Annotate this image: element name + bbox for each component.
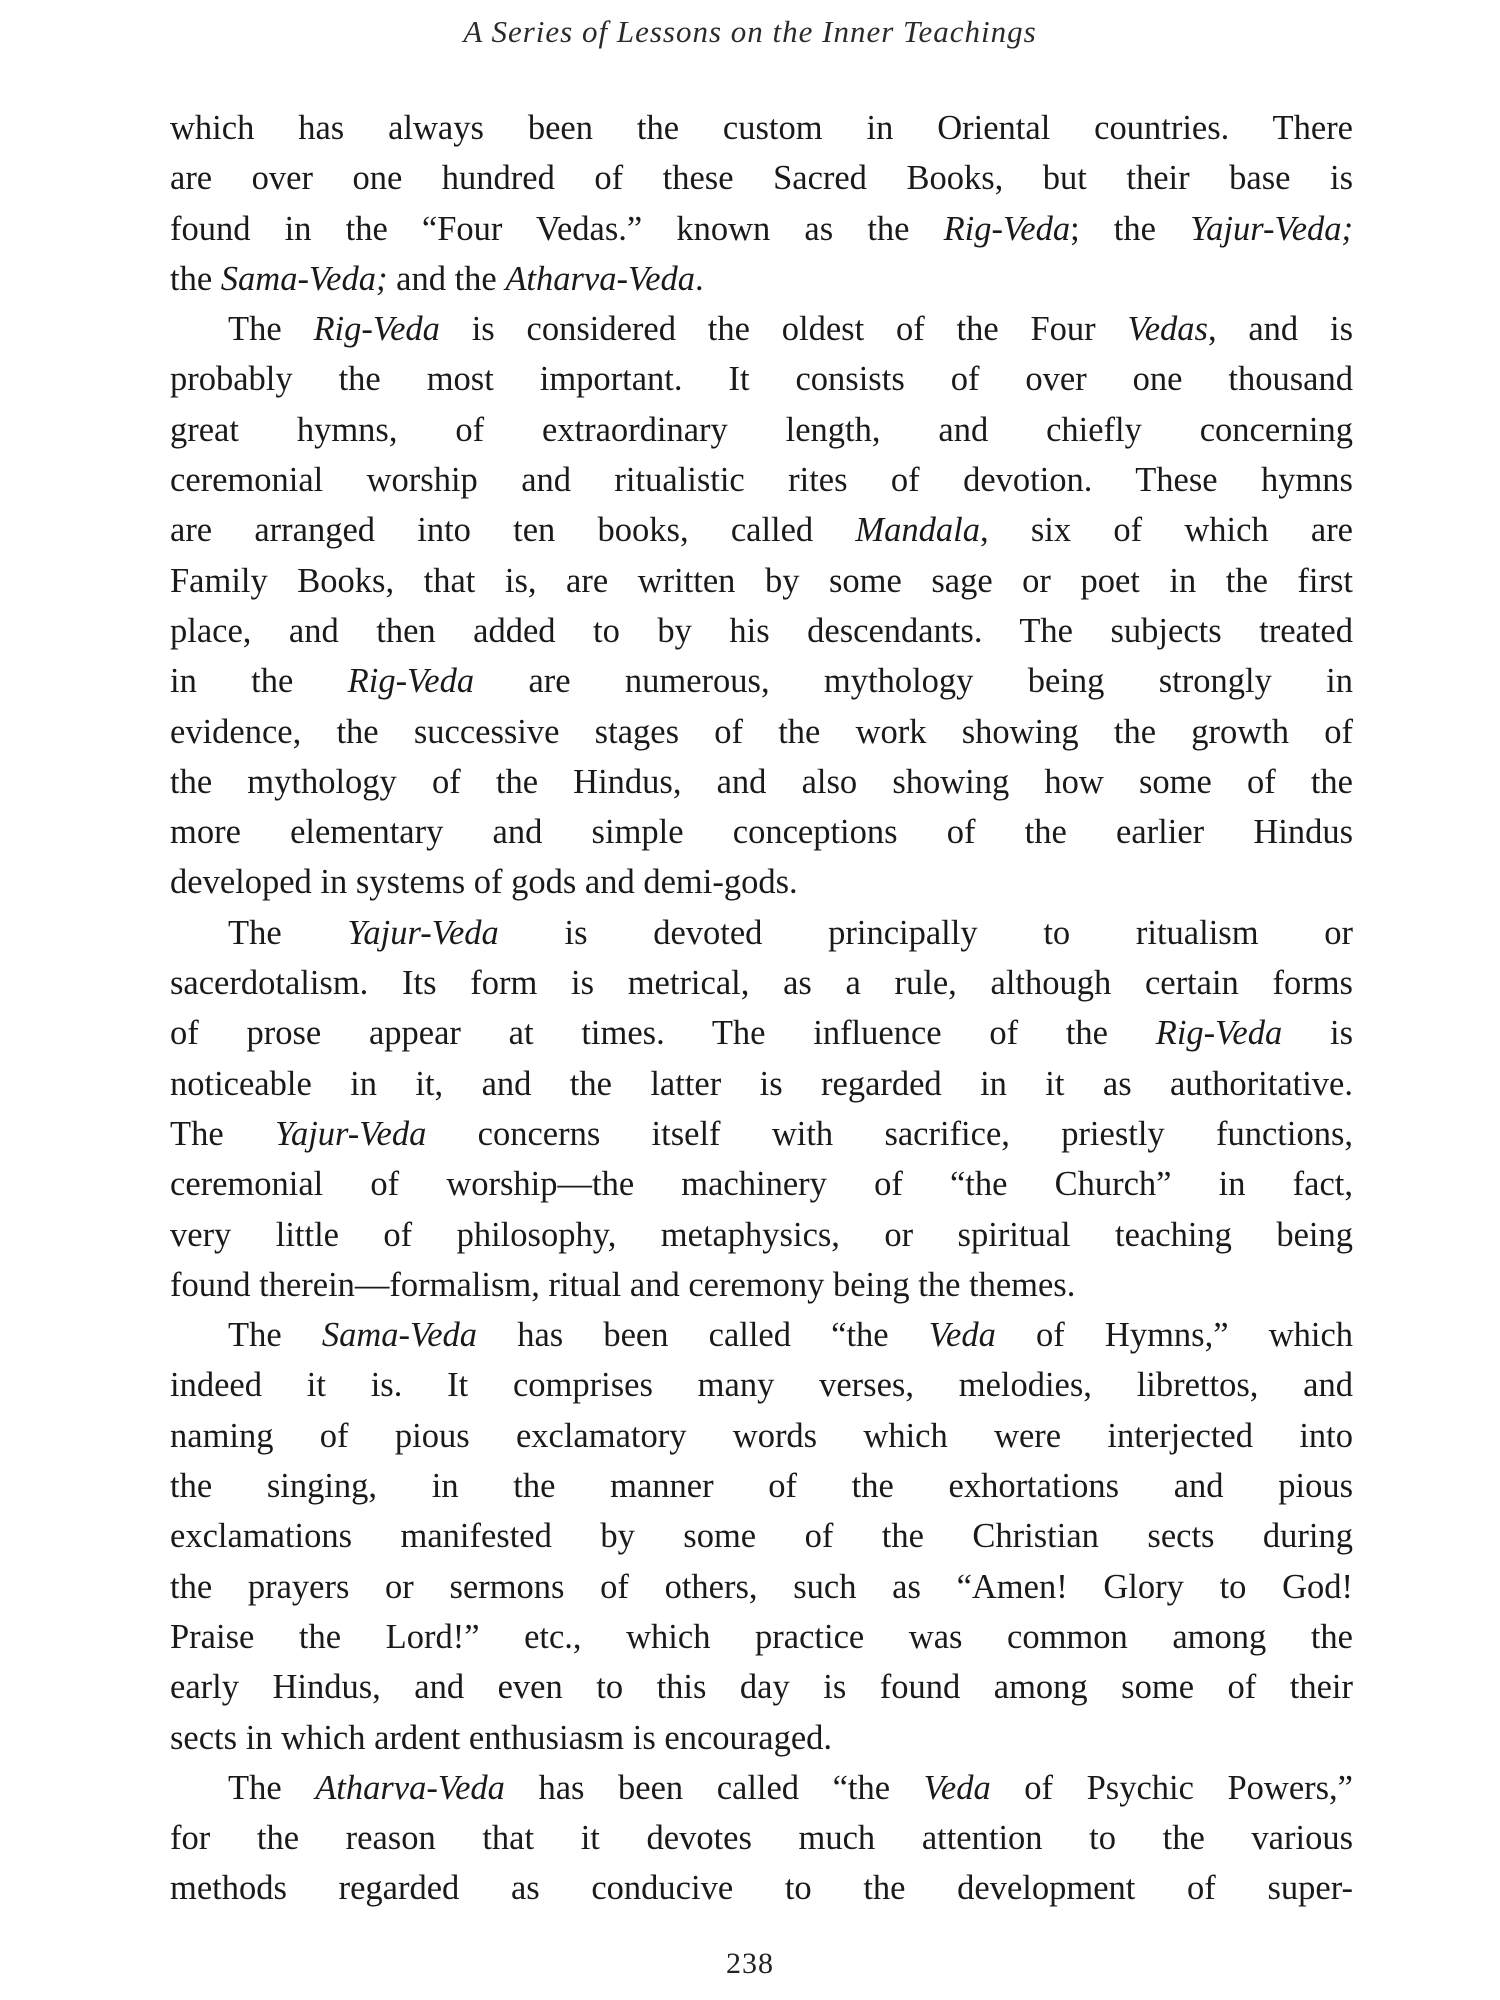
- text-line: evidence, the successive stages of the work showing the growth of: [170, 712, 1353, 751]
- text-line: of prose appear at times. The influence of the Rig-Veda is: [170, 1014, 1353, 1053]
- text-line: Family Books, that is, are written by some sage or poet in the first: [170, 561, 1353, 600]
- text-line: sects in which ardent enthusiasm is encouraged.: [170, 1718, 833, 1757]
- text-line: methods regarded as conducive to the development of super-: [170, 1869, 1353, 1908]
- text-line: in the Rig-Veda are numerous, mythology being strongly in: [170, 662, 1353, 701]
- text-line: Praise the Lord!” etc., which practice was common among the: [170, 1617, 1353, 1656]
- text-line: exclamations manifested by some of the Christian sects during: [170, 1517, 1353, 1556]
- text-line: are arranged into ten books, called Mandala, six of which are: [170, 511, 1353, 550]
- text-line: the singing, in the manner of the exhortations and pious: [170, 1467, 1353, 1506]
- text-line: The Yajur-Veda is devoted principally to ritualism or: [228, 913, 1353, 952]
- text-line: sacerdotalism. Its form is metrical, as a rule, although certain forms: [170, 964, 1353, 1003]
- text-line: noticeable in it, and the latter is regarded in it as authoritative.: [170, 1064, 1353, 1103]
- text-line: early Hindus, and even to this day is found among some of their: [170, 1668, 1353, 1707]
- paragraph-5: [170, 1763, 1353, 1914]
- text-line: ceremonial of worship—the machinery of “the Church” in fact,: [170, 1165, 1353, 1204]
- paragraph-2: [170, 304, 1353, 908]
- text-line: The Yajur-Veda concerns itself with sacrifice, priestly functions,: [170, 1114, 1353, 1153]
- text-line: developed in systems of gods and demi-gods.: [170, 863, 798, 902]
- text-line: probably the most important. It consists of over one thousand: [170, 360, 1353, 399]
- text-line: place, and then added to by his descendants. The subjects treated: [170, 611, 1353, 650]
- text-line: the mythology of the Hindus, and also showing how some of the: [170, 762, 1353, 801]
- running-head: A Series of Lessons on the Inner Teachings: [463, 14, 1037, 49]
- text-line: for the reason that it devotes much attention to the various: [170, 1819, 1353, 1858]
- text-line: ceremonial worship and ritualistic rites of devotion. These hymns: [170, 461, 1353, 500]
- text-line: found therein—formalism, ritual and ceremony being the themes.: [170, 1265, 1076, 1304]
- page-number: 238: [726, 1947, 774, 1980]
- text-line: the Sama-Veda; and the Atharva-Veda.: [170, 259, 704, 298]
- text-line: are over one hundred of these Sacred Books, but their base is: [170, 159, 1353, 198]
- text-line: The Atharva-Veda has been called “the Veda of Psychic Powers,”: [228, 1768, 1353, 1807]
- paragraph-4: [170, 1310, 1353, 1763]
- text-line: the prayers or sermons of others, such as “Amen! Glory to God!: [170, 1567, 1353, 1606]
- text-line: naming of pious exclamatory words which were interjected into: [170, 1416, 1353, 1455]
- text-line: found in the “Four Vedas.” known as the Rig-Veda; the Yajur-Veda;: [170, 209, 1353, 248]
- text-line: great hymns, of extraordinary length, and chiefly concerning: [170, 410, 1353, 449]
- paragraph-1: [170, 103, 1353, 304]
- text-line: indeed it is. It comprises many verses, melodies, librettos, and: [170, 1366, 1353, 1405]
- text-line: very little of philosophy, metaphysics, or spiritual teaching being: [170, 1215, 1353, 1254]
- text-line: The Sama-Veda has been called “the Veda of Hymns,” which: [228, 1316, 1354, 1355]
- text-line: which has always been the custom in Oriental countries. There: [170, 109, 1353, 147]
- text-line: more elementary and simple conceptions of the earlier Hindus: [170, 813, 1353, 852]
- body-text: [170, 103, 1353, 1914]
- text-line: The Rig-Veda is considered the oldest of the Four Vedas, and is: [228, 310, 1353, 349]
- paragraph-3: [170, 908, 1353, 1310]
